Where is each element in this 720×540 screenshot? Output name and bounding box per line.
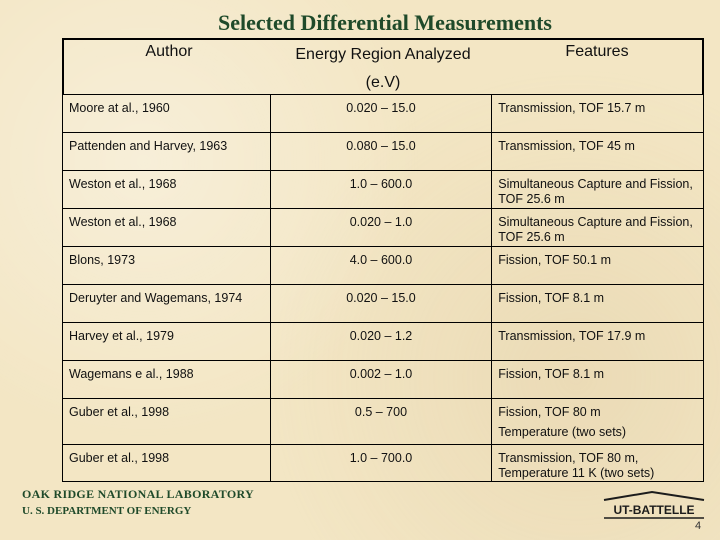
features-cell: Transmission, TOF 15.7 m xyxy=(492,95,704,133)
header-energy xyxy=(270,38,496,94)
features-cell: Fission, TOF 80 m xyxy=(492,399,704,423)
author-cell xyxy=(63,423,271,445)
table-row xyxy=(63,445,704,482)
header-energy-label: Energy Region Analyzed xyxy=(295,45,471,63)
header-features xyxy=(492,38,702,94)
author-cell: Weston et al., 1968 xyxy=(63,209,271,247)
features-cell: Fission, TOF 8.1 m xyxy=(492,361,704,399)
energy-cell: 0.020 – 1.2 xyxy=(270,323,492,361)
energy-cell: 0.020 – 15.0 xyxy=(270,285,492,323)
energy-cell: 4.0 – 600.0 xyxy=(270,247,492,285)
slide-title: Selected Differential Measurements xyxy=(218,10,552,35)
features-cell: Fission, TOF 8.1 m xyxy=(492,285,704,323)
table-row xyxy=(63,133,704,171)
energy-cell xyxy=(270,423,492,445)
features-cell: Simultaneous Capture and Fission, TOF 25.6 m xyxy=(492,171,704,209)
features-cell: Transmission, TOF 17.9 m xyxy=(492,323,704,361)
logo-text: UT-BATTELLE xyxy=(613,503,695,517)
author-cell: Harvey et al., 1979 xyxy=(63,323,271,361)
header-author xyxy=(64,38,274,94)
table-row xyxy=(63,285,704,323)
author-cell: Guber et al., 1998 xyxy=(63,399,271,423)
energy-cell: 1.0 – 600.0 xyxy=(270,171,492,209)
author-cell: Pattenden and Harvey, 1963 xyxy=(63,133,271,171)
table-row xyxy=(63,399,704,423)
energy-cell: 0.020 – 15.0 xyxy=(270,95,492,133)
table-row xyxy=(63,209,704,247)
table-row xyxy=(63,361,704,399)
table-row xyxy=(63,423,704,445)
measurements-table xyxy=(62,94,704,482)
energy-cell: 0.080 – 15.0 xyxy=(270,133,492,171)
features-cell: Transmission, TOF 45 m xyxy=(492,133,704,171)
energy-cell: 0.5 – 700 xyxy=(270,399,492,423)
features-cell: Fission, TOF 50.1 m xyxy=(492,247,704,285)
features-cell: Simultaneous Capture and Fission, TOF 25.6 m xyxy=(492,209,704,247)
author-cell: Moore at al., 1960 xyxy=(63,95,271,133)
header-frame-right xyxy=(702,38,704,94)
table-row xyxy=(63,95,704,133)
table-row xyxy=(63,171,704,209)
header-features-label: Features xyxy=(565,43,629,60)
author-cell: Weston et al., 1968 xyxy=(63,171,271,209)
org-name: OAK RIDGE NATIONAL LABORATORY xyxy=(22,487,254,501)
table-row xyxy=(63,323,704,361)
energy-cell: 0.002 – 1.0 xyxy=(270,361,492,399)
header-energy-unit: (e.V) xyxy=(365,73,401,91)
author-cell: Wagemans e al., 1988 xyxy=(63,361,271,399)
department-name: U. S. DEPARTMENT OF ENERGY xyxy=(22,505,192,517)
features-cell: Transmission, TOF 80 m, Temperature 11 K (two sets) xyxy=(492,445,704,482)
energy-cell: 0.020 – 1.0 xyxy=(270,209,492,247)
ut-battelle-logo xyxy=(600,490,708,520)
table-row xyxy=(63,247,704,285)
features-cell: Temperature (two sets) xyxy=(492,423,704,445)
author-cell: Guber et al., 1998 xyxy=(63,445,271,482)
energy-cell: 1.0 – 700.0 xyxy=(270,445,492,482)
author-cell: Deruyter and Wagemans, 1974 xyxy=(63,285,271,323)
author-cell: Blons, 1973 xyxy=(63,247,271,285)
header-author-label: Author xyxy=(145,43,193,60)
page-number: 4 xyxy=(695,520,702,532)
